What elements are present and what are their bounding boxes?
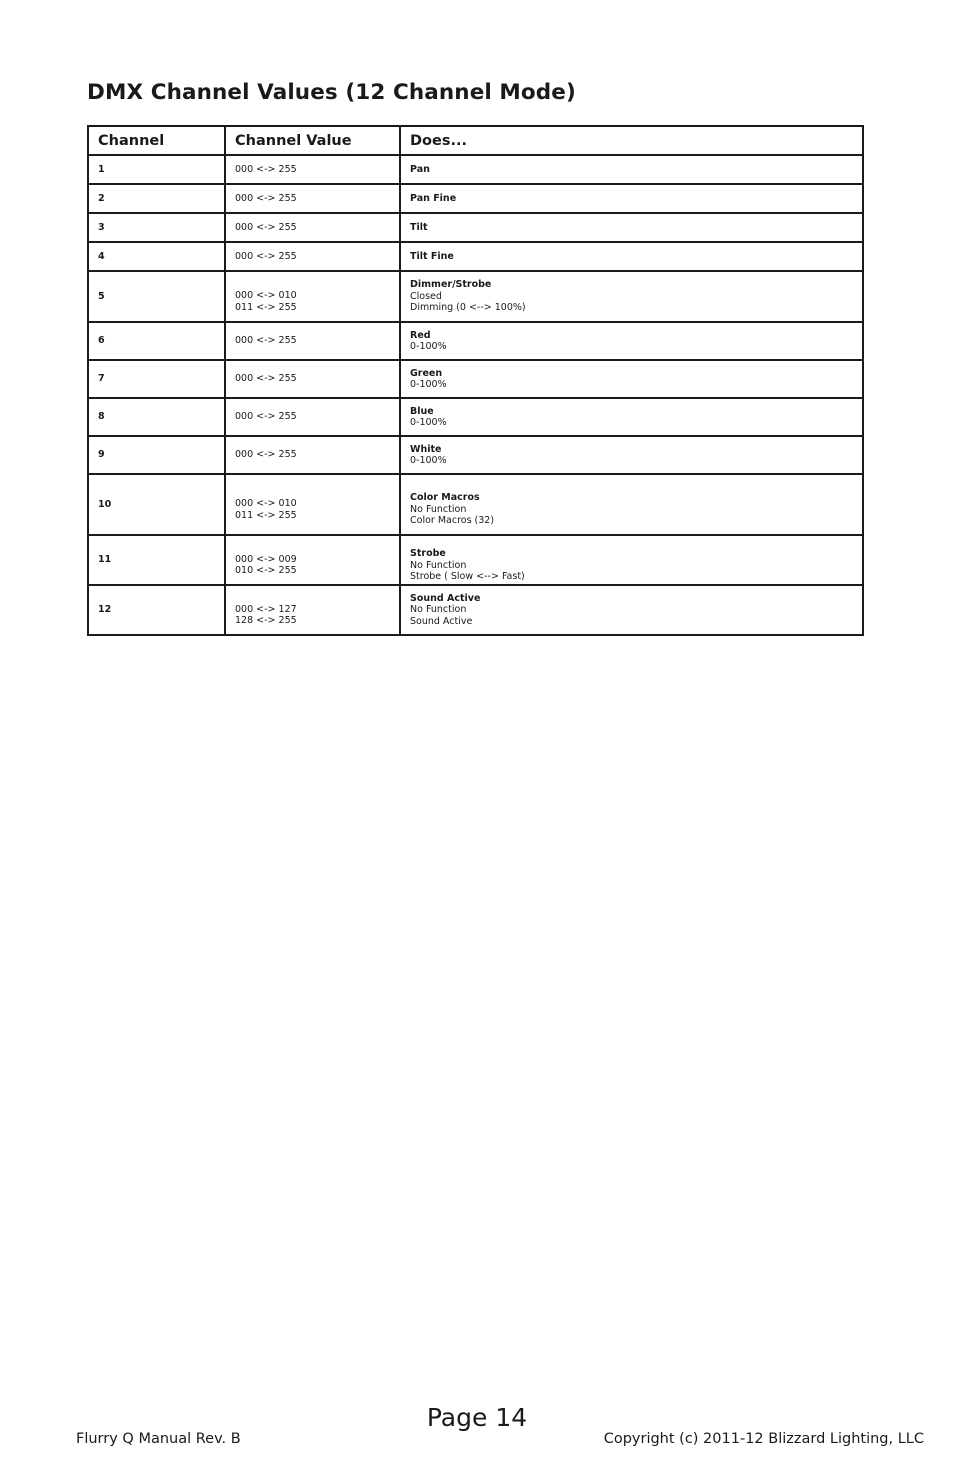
table-row xyxy=(88,398,863,436)
channel-value-range: 000 <-> 255 xyxy=(235,221,297,233)
header-does: Does... xyxy=(400,126,863,155)
table-row xyxy=(88,585,863,635)
channel-number: 12 xyxy=(88,585,225,635)
function-cell xyxy=(400,213,863,242)
channel-number: 8 xyxy=(88,398,225,436)
function-cell xyxy=(400,436,863,474)
channel-value-range: 011 <-> 255 xyxy=(235,509,297,521)
channel-value-range: 000 <-> 255 xyxy=(235,250,297,262)
function-name: Pan Fine xyxy=(410,192,457,204)
channel-value-cell xyxy=(225,322,400,360)
channel-value-cell xyxy=(225,155,400,184)
channel-value-range: 000 <-> 010 xyxy=(235,290,297,301)
channel-number: 3 xyxy=(88,213,225,242)
channel-value-range: 000 <-> 255 xyxy=(235,411,297,423)
channel-value-range: 010 <-> 255 xyxy=(235,565,297,576)
function-name: Sound Active xyxy=(410,592,481,604)
function-detail: No Function xyxy=(410,503,467,515)
table-row xyxy=(88,360,863,398)
table-row xyxy=(88,184,863,213)
channel-number: 6 xyxy=(88,322,225,360)
channel-value-cell xyxy=(225,398,400,436)
table-row xyxy=(88,436,863,474)
footer-copyright: Copyright (c) 2011-12 Blizzard Lighting, LLC xyxy=(603,1431,924,1447)
channel-number: 7 xyxy=(88,360,225,398)
function-cell xyxy=(400,242,863,271)
function-detail: Color Macros (32) xyxy=(410,515,495,527)
function-detail: 0-100% xyxy=(410,341,447,352)
function-detail: Strobe ( Slow <--> Fast) xyxy=(410,571,525,583)
function-cell xyxy=(400,360,863,398)
table-row xyxy=(88,271,863,322)
channel-value-cell xyxy=(225,585,400,635)
function-name: Tilt Fine xyxy=(410,250,454,262)
page-number: Page 14 xyxy=(426,1403,528,1432)
function-cell xyxy=(400,271,863,322)
function-name: Strobe xyxy=(410,548,446,560)
footer-manual-rev: Flurry Q Manual Rev. B xyxy=(76,1431,241,1447)
function-name: Pan xyxy=(410,163,430,175)
function-name: Green xyxy=(410,367,443,379)
channel-value-cell xyxy=(225,436,400,474)
table-row xyxy=(88,242,863,271)
table-row xyxy=(88,155,863,184)
function-detail: Closed xyxy=(410,290,442,302)
channel-number: 11 xyxy=(88,535,225,585)
function-name: Red xyxy=(410,329,431,341)
page-title: DMX Channel Values (12 Channel Mode) xyxy=(87,80,576,105)
function-detail: 0-100% xyxy=(410,455,447,466)
function-detail: No Function xyxy=(410,604,467,616)
function-cell xyxy=(400,184,863,213)
channel-value-range: 128 <-> 255 xyxy=(235,615,297,626)
channel-number: 4 xyxy=(88,242,225,271)
function-cell xyxy=(400,322,863,360)
channel-value-cell xyxy=(225,271,400,322)
channel-value-cell xyxy=(225,213,400,242)
function-cell xyxy=(400,398,863,436)
table-row xyxy=(88,213,863,242)
function-detail: 0-100% xyxy=(410,417,447,428)
channel-number: 10 xyxy=(88,474,225,535)
channel-number: 9 xyxy=(88,436,225,474)
channel-value-range: 000 <-> 255 xyxy=(235,192,297,204)
channel-value-cell xyxy=(225,184,400,213)
header-channel-value: Channel Value xyxy=(225,126,400,155)
channel-value-cell xyxy=(225,242,400,271)
function-name: Color Macros xyxy=(410,492,480,504)
function-detail: Sound Active xyxy=(410,615,473,627)
function-detail: 0-100% xyxy=(410,379,447,390)
table-header-row xyxy=(88,126,863,155)
table-body xyxy=(88,155,863,635)
function-name: Blue xyxy=(410,405,434,417)
channel-value-range: 011 <-> 255 xyxy=(235,301,297,313)
channel-value-range: 000 <-> 010 xyxy=(235,498,297,509)
function-cell xyxy=(400,155,863,184)
header-channel: Channel xyxy=(88,126,225,155)
table-row xyxy=(88,322,863,360)
function-cell xyxy=(400,585,863,635)
function-cell xyxy=(400,535,863,585)
channel-value-range: 000 <-> 255 xyxy=(235,449,297,461)
channel-number: 1 xyxy=(88,155,225,184)
function-detail: No Function xyxy=(410,559,467,571)
channel-number: 5 xyxy=(88,271,225,322)
channel-value-cell xyxy=(225,535,400,585)
channel-value-range: 000 <-> 255 xyxy=(235,163,297,175)
table-row xyxy=(88,535,863,585)
channel-value-range: 000 <-> 255 xyxy=(235,373,297,385)
channel-value-cell xyxy=(225,474,400,535)
channel-value-range: 000 <-> 255 xyxy=(235,335,297,347)
function-name: Dimmer/Strobe xyxy=(410,279,492,291)
dmx-channel-table xyxy=(87,125,864,636)
channel-value-cell xyxy=(225,360,400,398)
channel-value-range: 000 <-> 127 xyxy=(235,603,297,615)
function-detail: Dimming (0 <--> 100%) xyxy=(410,302,526,314)
function-name: Tilt xyxy=(410,221,428,233)
table-row xyxy=(88,474,863,535)
function-cell xyxy=(400,474,863,535)
function-name: White xyxy=(410,443,442,455)
channel-number: 2 xyxy=(88,184,225,213)
channel-value-range: 000 <-> 009 xyxy=(235,553,297,565)
